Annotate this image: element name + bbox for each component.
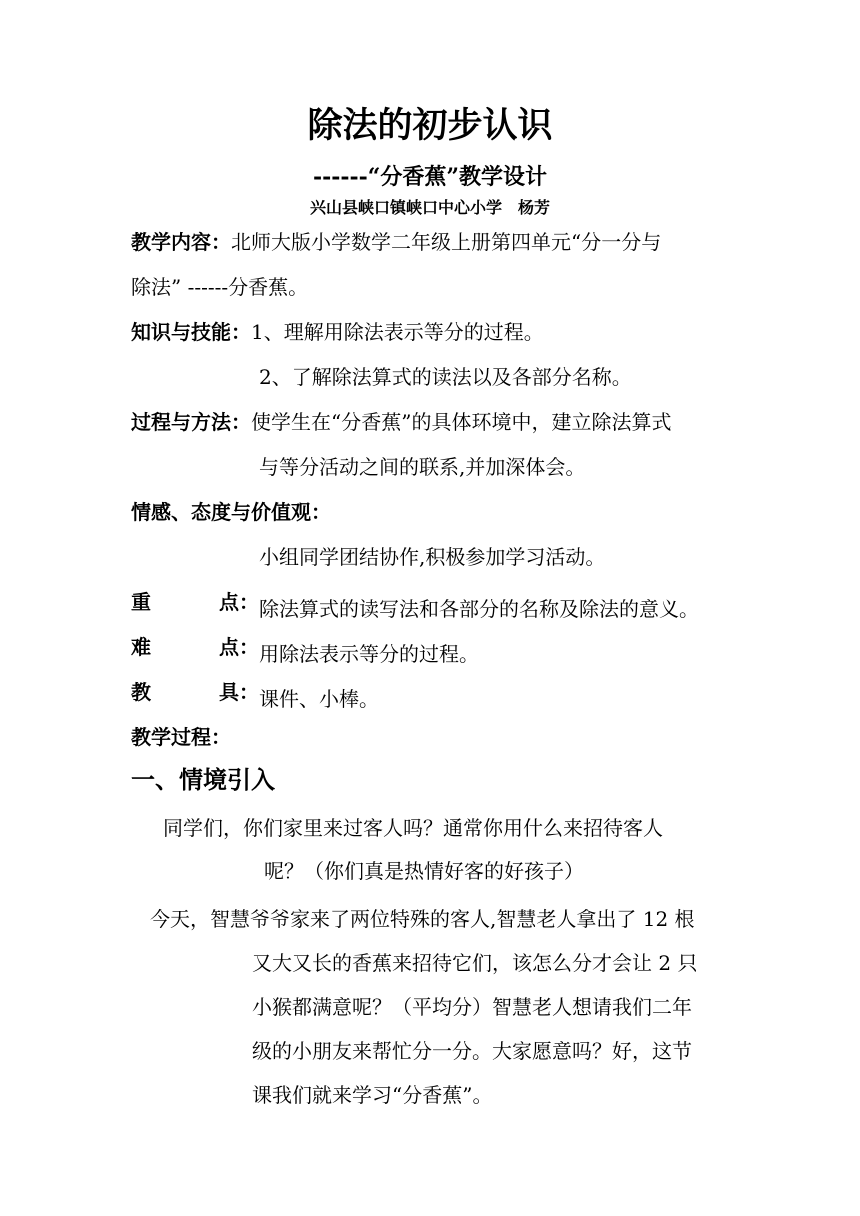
section-1-p2-line-2: 又大又长的香蕉来招待它们，该怎么分才会让 2 只 <box>252 951 698 975</box>
tools-label: 教 具： <box>131 680 259 704</box>
process-label: 过程与方法： <box>131 410 251 434</box>
keypoint-text: 除法算式的读写法和各部分的名称及除法的意义。 <box>259 597 699 621</box>
content-label: 教学内容： <box>131 230 231 254</box>
difficulty-line <box>131 633 479 668</box>
document-author: 兴山县峡口镇峡口中心小学 杨芳 <box>309 198 550 217</box>
content-line-1 <box>131 228 661 256</box>
section-1-p2-line-1: 今天，智慧爷爷家来了两位特殊的客人,智慧老人拿出了 12 根 <box>150 907 695 931</box>
document-subtitle: ------“分香蕉”教学设计 <box>312 164 548 190</box>
skills-label: 知识与技能： <box>131 320 251 344</box>
process-line-1 <box>131 408 671 436</box>
section-1-p1-line-1: 同学们，你们家里来过客人吗？通常你用什么来招待客人 <box>163 816 663 840</box>
keypoint-label: 重 点： <box>131 590 259 614</box>
process-text-1: 使学生在“分香蕉”的具体环境中，建立除法算式 <box>251 410 672 434</box>
section-1-p2-line-5: 课我们就来学习“分香蕉”。 <box>252 1083 493 1107</box>
section-1-heading: 一、情境引入 <box>131 766 275 794</box>
process-text-2: 与等分活动之间的联系,并加深体会。 <box>259 455 586 479</box>
procedure-label: 教学过程： <box>131 725 231 749</box>
difficulty-label: 难 点： <box>131 635 259 659</box>
tools-text: 课件、小棒。 <box>259 687 379 711</box>
document-title: 除法的初步认识 <box>307 105 553 146</box>
content-text-1: 北师大版小学数学二年级上册第四单元“分一分与 <box>231 230 662 254</box>
skills-item-2: 2、了解除法算式的读法以及各部分名称。 <box>259 365 632 389</box>
skills-line-1 <box>131 318 544 346</box>
section-1-p1-line-2: 呢？（你们真是热情好客的好孩子） <box>264 859 584 883</box>
tools-line <box>131 678 379 713</box>
skills-item-1: 1、理解用除法表示等分的过程。 <box>251 320 544 344</box>
section-1-p2-line-4: 级的小朋友来帮忙分一分。大家愿意吗？好，这节 <box>252 1039 692 1063</box>
keypoint-line <box>131 588 699 623</box>
attitude-label: 情感、态度与价值观： <box>131 500 331 524</box>
difficulty-text: 用除法表示等分的过程。 <box>259 642 479 666</box>
section-1-p2-line-3: 小猴都满意呢？（平均分）智慧老人想请我们二年 <box>252 995 692 1019</box>
content-line-2: 除法” ------分香蕉。 <box>131 275 309 299</box>
attitude-text: 小组同学团结协作,积极参加学习活动。 <box>259 545 606 569</box>
